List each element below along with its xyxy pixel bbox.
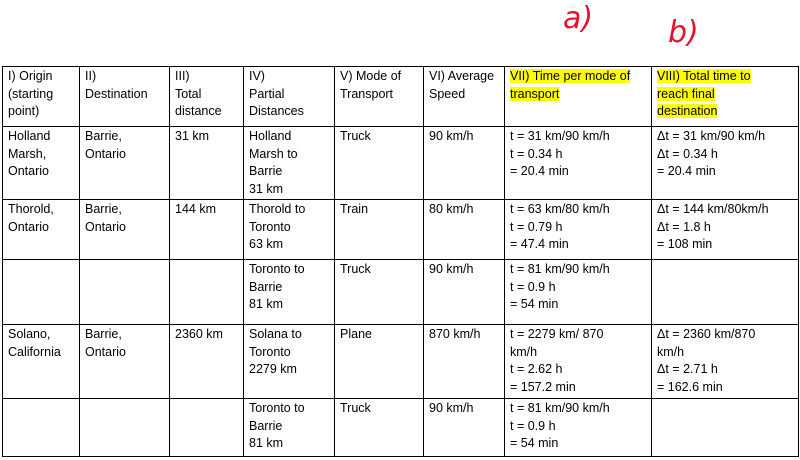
table-cell	[170, 399, 244, 457]
table-cell	[3, 399, 80, 457]
table-cell: 31 km	[170, 127, 244, 200]
table-cell: 90 km/h	[424, 399, 505, 457]
header-cell-origin: I) Origin (starting point)	[3, 67, 80, 127]
table-cell	[652, 260, 799, 325]
table-row	[3, 200, 799, 260]
table-row	[3, 399, 799, 457]
table-cell: Thorold to Toronto 63 km	[244, 200, 335, 260]
table-cell	[80, 260, 170, 325]
header-cell-total-distance: III) Total distance	[170, 67, 244, 127]
table-cell	[80, 399, 170, 457]
table-row	[3, 127, 799, 200]
header-row	[3, 67, 799, 127]
table-cell: t = 31 km/90 km/h t = 0.34 h = 20.4 min	[505, 127, 652, 200]
table-cell	[170, 260, 244, 325]
table-cell: Barrie, Ontario	[80, 325, 170, 399]
highlighted-header-text: VIII) Total time to reach final destination	[657, 69, 751, 118]
table-cell: 90 km/h	[424, 127, 505, 200]
table-cell: Solana to Toronto 2279 km	[244, 325, 335, 399]
table-cell: t = 63 km/80 km/h t = 0.79 h = 47.4 min	[505, 200, 652, 260]
table-cell: 144 km	[170, 200, 244, 260]
table-row	[3, 260, 799, 325]
table-cell: 90 km/h	[424, 260, 505, 325]
table-cell: Δt = 2360 km/870 km/h Δt = 2.71 h = 162.6 min	[652, 325, 799, 399]
header-cell-average-speed: VI) Average Speed	[424, 67, 505, 127]
table-cell: Δt = 31 km/90 km/h Δt = 0.34 h = 20.4 min	[652, 127, 799, 200]
table-cell: 870 km/h	[424, 325, 505, 399]
table-cell: Holland Marsh, Ontario	[3, 127, 80, 200]
table-cell: Barrie, Ontario	[80, 200, 170, 260]
table-cell: Truck	[335, 399, 424, 457]
table-cell: 80 km/h	[424, 200, 505, 260]
table-cell: Plane	[335, 325, 424, 399]
header-cell-partial-distances: IV) Partial Distances	[244, 67, 335, 127]
annotation-a: a)	[563, 1, 594, 36]
annotation-b: b)	[668, 15, 699, 50]
table-cell: Truck	[335, 127, 424, 200]
table-cell: Thorold, Ontario	[3, 200, 80, 260]
highlighted-header-text: VII) Time per mode of transport	[510, 69, 631, 101]
table-cell: Train	[335, 200, 424, 260]
table-cell: Toronto to Barrie 81 km	[244, 260, 335, 325]
table-cell: Solano, California	[3, 325, 80, 399]
header-cell-destination: II) Destination	[80, 67, 170, 127]
header-cell-mode: V) Mode of Transport	[335, 67, 424, 127]
table-row	[3, 325, 799, 399]
table-cell: t = 81 km/90 km/h t = 0.9 h = 54 min	[505, 260, 652, 325]
table-cell	[652, 399, 799, 457]
table-cell	[3, 260, 80, 325]
table-cell: Toronto to Barrie 81 km	[244, 399, 335, 457]
table-cell: t = 81 km/90 km/h t = 0.9 h = 54 min	[505, 399, 652, 457]
table-cell: Truck	[335, 260, 424, 325]
table-cell: Holland Marsh to Barrie 31 km	[244, 127, 335, 200]
header-cell-total-time	[652, 67, 799, 127]
table-cell: 2360 km	[170, 325, 244, 399]
table-cell: Δt = 144 km/80km/h Δt = 1.8 h = 108 min	[652, 200, 799, 260]
header-cell-time-per-mode	[505, 67, 652, 127]
table-cell: t = 2279 km/ 870 km/h t = 2.62 h = 157.2 min	[505, 325, 652, 399]
table-cell: Barrie, Ontario	[80, 127, 170, 200]
transport-table	[2, 66, 799, 457]
